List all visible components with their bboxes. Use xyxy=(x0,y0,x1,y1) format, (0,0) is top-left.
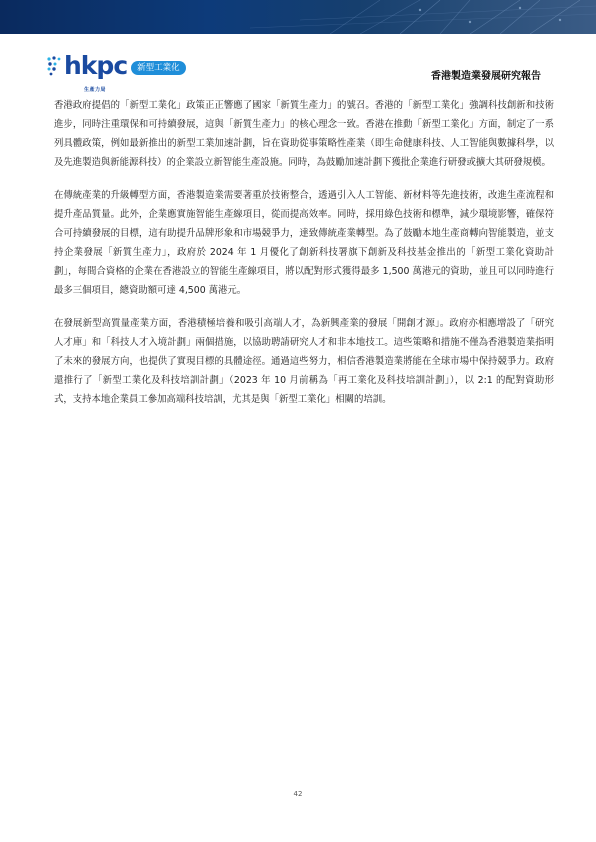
logo-subtext: 生產力局 xyxy=(84,87,107,93)
band-pattern xyxy=(0,0,596,34)
report-title: 香港製造業發展研究報告 xyxy=(431,71,541,82)
paragraph-3: 在發展新型高質量產業方面，香港積極培養和吸引高端人才，為新興產業的發展「開創才源」。政府亦相應增設了「研究人才庫」和「科技人才入境計劃」兩個措施，以協助聘請研究人才和非本地技工。這些策略和措施不僅為香港製造業指明了未來的發展方向，也提供了實現目標的具體途徑。通過這些努力，相信香港製造業將能在全球市場中保持競爭力。政府還推行了「新型工業化及科技培訓計劃」（2023 年 10 月前稱為「再工業化及科技培訓計劃」），以 2:1 的配對資助形式，支持本地企業員工參加高端科技培訓，尤其是與「新型工業化」相關的培訓。 xyxy=(54,318,554,405)
paragraph-2: 在傳統產業的升級轉型方面，香港製造業需要著重於技術整合，透過引入人工智能、新材料等先進技術，改進生產流程和提升產品質量。此外，企業應實施智能生產線項目，從而提高效率。同時，採用綠色技術和標準，減少環境影響，確保符合可持續發展的目標，這有助提升品牌形象和市場競爭力，達致傳統產業轉型。為了鼓勵本地生產商轉向智能製造，並支持企業發展「新質生產力」，政府於 2024 年 1 月優化了創新科技署旗下創新及科技基金推出的「新型工業化資助計劃」，每間合資格的企業在香港設立的智能生產線項目，將以配對形式獲得最多 1,500 萬港元的資助，並且可以同時進行最多三個項目，總資助額可達 4,500 萬港元。 xyxy=(54,190,554,296)
top-decorative-band xyxy=(0,0,596,34)
page-header xyxy=(0,34,596,93)
logo-wordmark xyxy=(64,51,128,93)
new-industrialisation-badge: 新型工業化 xyxy=(131,61,186,75)
logo-text: hkpc xyxy=(64,51,128,80)
paragraph-1: 香港政府提倡的「新型工業化」政策正正響應了國家「新質生產力」的號召。香港的「新型工業化」強調科技創新和技術進步，同時注重環保和可持續發展，這與「新質生產力」的核心理念一致。香港在推動「新型工業化」方面，制定了一系列具體政策，例如最新推出的新型工業加速計劃，旨在資助從事策略性產業（即生命健康科技、人工智能與數據科學，以及先進製造與新能源科技）的企業設立新智能生產設施。同時，為鼓勵加速計劃下獲批企業進行研發或擴大其研發規模。 xyxy=(54,100,554,168)
hkpc-logo xyxy=(46,51,186,93)
logo-dot-cluster-icon xyxy=(46,55,62,77)
page-number: 42 xyxy=(293,790,303,798)
main-content xyxy=(54,96,554,423)
